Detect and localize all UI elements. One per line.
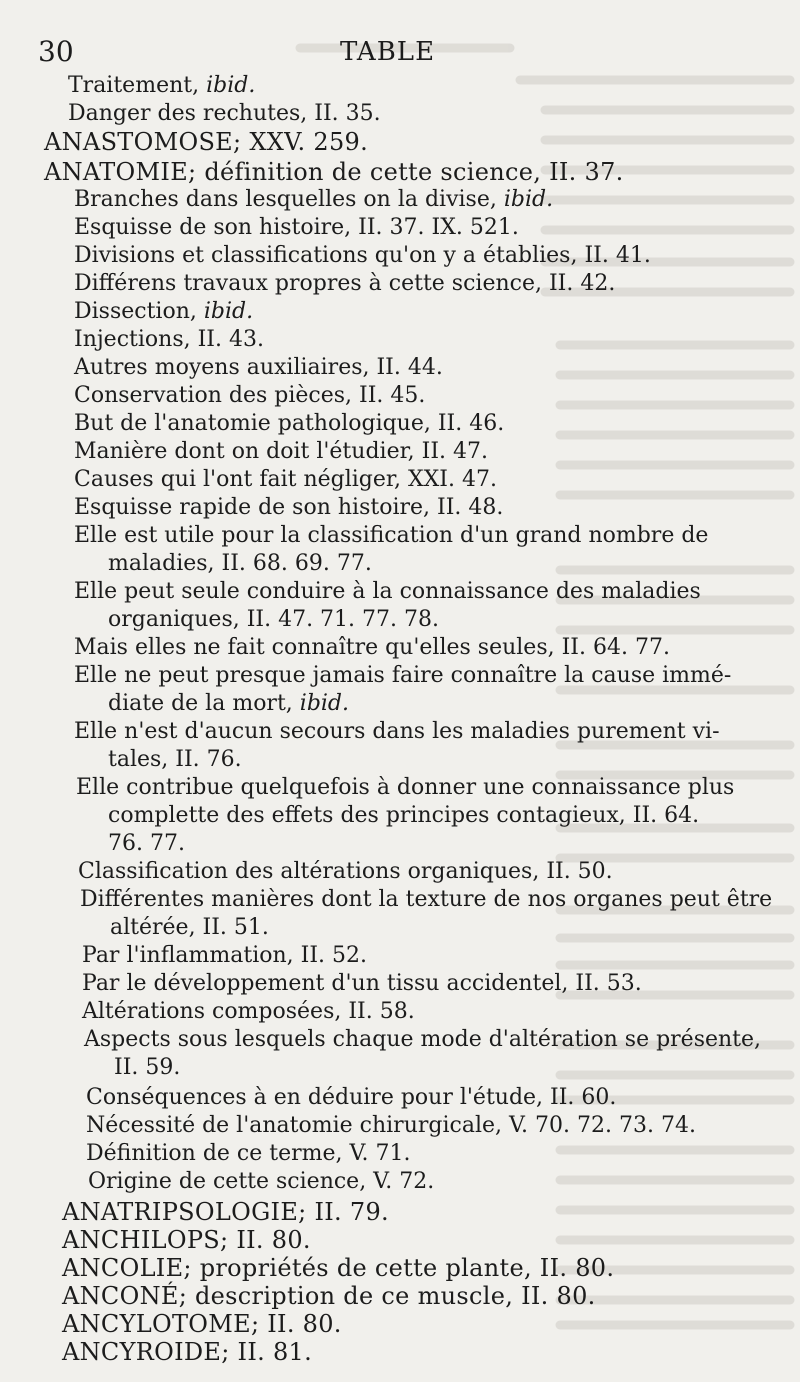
index-entry xyxy=(0,718,800,778)
entry-text: ; II. 79. xyxy=(298,1198,389,1226)
entry-text: ; II. 81. xyxy=(221,1338,313,1366)
entry-text: Manière dont on doit l'étudier, II. 47. xyxy=(74,439,489,464)
entry-headword: ANATOMIE xyxy=(44,158,189,186)
index-entry xyxy=(0,886,800,946)
entry-text: Aspects sous lesquels chaque mode d'altération se présente, xyxy=(84,1027,762,1052)
entry-text: Différentes manières dont la texture de nos organes peut être xyxy=(80,887,773,912)
entry-text: Altérations composées, II. 58. xyxy=(82,999,415,1024)
entry-text: ; II. 80. xyxy=(250,1310,342,1338)
entry-italic-text: ibid. xyxy=(299,691,350,716)
entry-text: Différens travaux propres à cette science, II. 42. xyxy=(74,271,616,296)
entry-text: Dissection, xyxy=(74,299,204,324)
entry-headword: ANCYROIDE xyxy=(62,1338,222,1366)
entry-headword: ANCYLOTOME xyxy=(62,1310,251,1338)
entry-text-continued: 76. 77. xyxy=(108,831,185,856)
entry-text: Branches dans lesquelles on la divise, xyxy=(74,187,504,212)
entry-text: Autres moyens auxiliaires, II. 44. xyxy=(74,355,443,380)
entry-headword: ANCHILOPS xyxy=(62,1226,221,1254)
entry-text: Elle est utile pour la classification d'un grand nombre de xyxy=(74,523,709,548)
entry-text: Par le développement d'un tissu accidentel, II. 53. xyxy=(82,971,642,996)
entry-text: ; propriétés de cette plante, II. 80. xyxy=(183,1254,615,1282)
entry-text: Conservation des pièces, II. 45. xyxy=(74,383,426,408)
index-entry xyxy=(0,662,800,722)
entry-text: Elle contribue quelquefois à donner une connaissance plus xyxy=(76,775,735,800)
entry-text: Divisions et classifications qu'on y a établies, II. 41. xyxy=(74,243,651,268)
entry-italic-text: ibid. xyxy=(206,73,256,98)
entry-text: Causes qui l'ont fait négliger, XXI. 47. xyxy=(74,467,497,492)
entry-text: Par l'inflammation, II. 52. xyxy=(82,943,367,968)
index-entry xyxy=(0,774,800,862)
running-header xyxy=(0,32,800,72)
index-entry xyxy=(0,1026,800,1086)
entry-text: Nécessité de l'anatomie chirurgicale, V. 70. 72. 73. 74. xyxy=(86,1113,696,1138)
entry-text: Elle n'est d'aucun secours dans les maladies purement vi- xyxy=(74,719,720,744)
entry-text: Elle ne peut presque jamais faire connaître la cause immé- xyxy=(74,663,732,688)
entry-text-continued: altérée, II. 51. xyxy=(110,915,269,940)
entry-headword: ANATRIPSOLOGIE xyxy=(62,1198,299,1226)
entry-text-continued: tales, II. 76. xyxy=(108,747,242,772)
entry-text: Elle peut seule conduire à la connaissance des maladies xyxy=(74,579,701,604)
entry-text: Mais elles ne fait connaître qu'elles seules, II. 64. 77. xyxy=(74,635,670,660)
entry-text: ; XXV. 259. xyxy=(233,128,369,156)
entry-text: Traitement, xyxy=(68,73,207,98)
index-entry xyxy=(0,522,800,582)
entry-headword: ANASTOMOSE xyxy=(44,128,233,156)
index-entry xyxy=(0,578,800,638)
entry-text-continued: II. 59. xyxy=(114,1055,181,1080)
entry-text: ; II. 80. xyxy=(220,1226,311,1254)
index-entry xyxy=(0,1338,800,1374)
page-title: TABLE xyxy=(340,37,436,67)
entry-text: Origine de cette science, V. 72. xyxy=(88,1169,435,1194)
entry-text: Injections, II. 43. xyxy=(74,327,264,352)
entry-text: But de l'anatomie pathologique, II. 46. xyxy=(74,411,505,436)
entry-text-continued: maladies, II. 68. 69. 77. xyxy=(108,551,372,576)
entry-text: Classification des altérations organiques, II. 50. xyxy=(78,859,613,884)
entry-text: Esquisse rapide de son histoire, II. 48. xyxy=(74,495,504,520)
entry-text: ; description de ce muscle, II. 80. xyxy=(178,1282,596,1310)
page-number: 30 xyxy=(38,35,74,68)
entry-text-continued: diate de la mort, xyxy=(108,691,300,716)
entry-text-continued: complette des effets des principes contagieux, II. 64. xyxy=(108,803,700,828)
entry-italic-text: ibid. xyxy=(203,299,254,324)
entry-text: Esquisse de son histoire, II. 37. IX. 521. xyxy=(74,215,519,240)
entry-headword: ANCOLIE xyxy=(62,1254,184,1282)
entry-italic-text: ibid. xyxy=(503,187,554,212)
entry-text-continued: organiques, II. 47. 71. 77. 78. xyxy=(108,607,440,632)
entry-text: Conséquences à en déduire pour l'étude, II. 60. xyxy=(86,1085,617,1110)
entry-text: Danger des rechutes, II. 35. xyxy=(68,101,381,126)
entry-headword: ANCONÉ xyxy=(62,1282,179,1310)
entry-text: Définition de ce terme, V. 71. xyxy=(86,1141,411,1166)
entry-text: ; définition de cette science, II. 37. xyxy=(188,158,624,186)
